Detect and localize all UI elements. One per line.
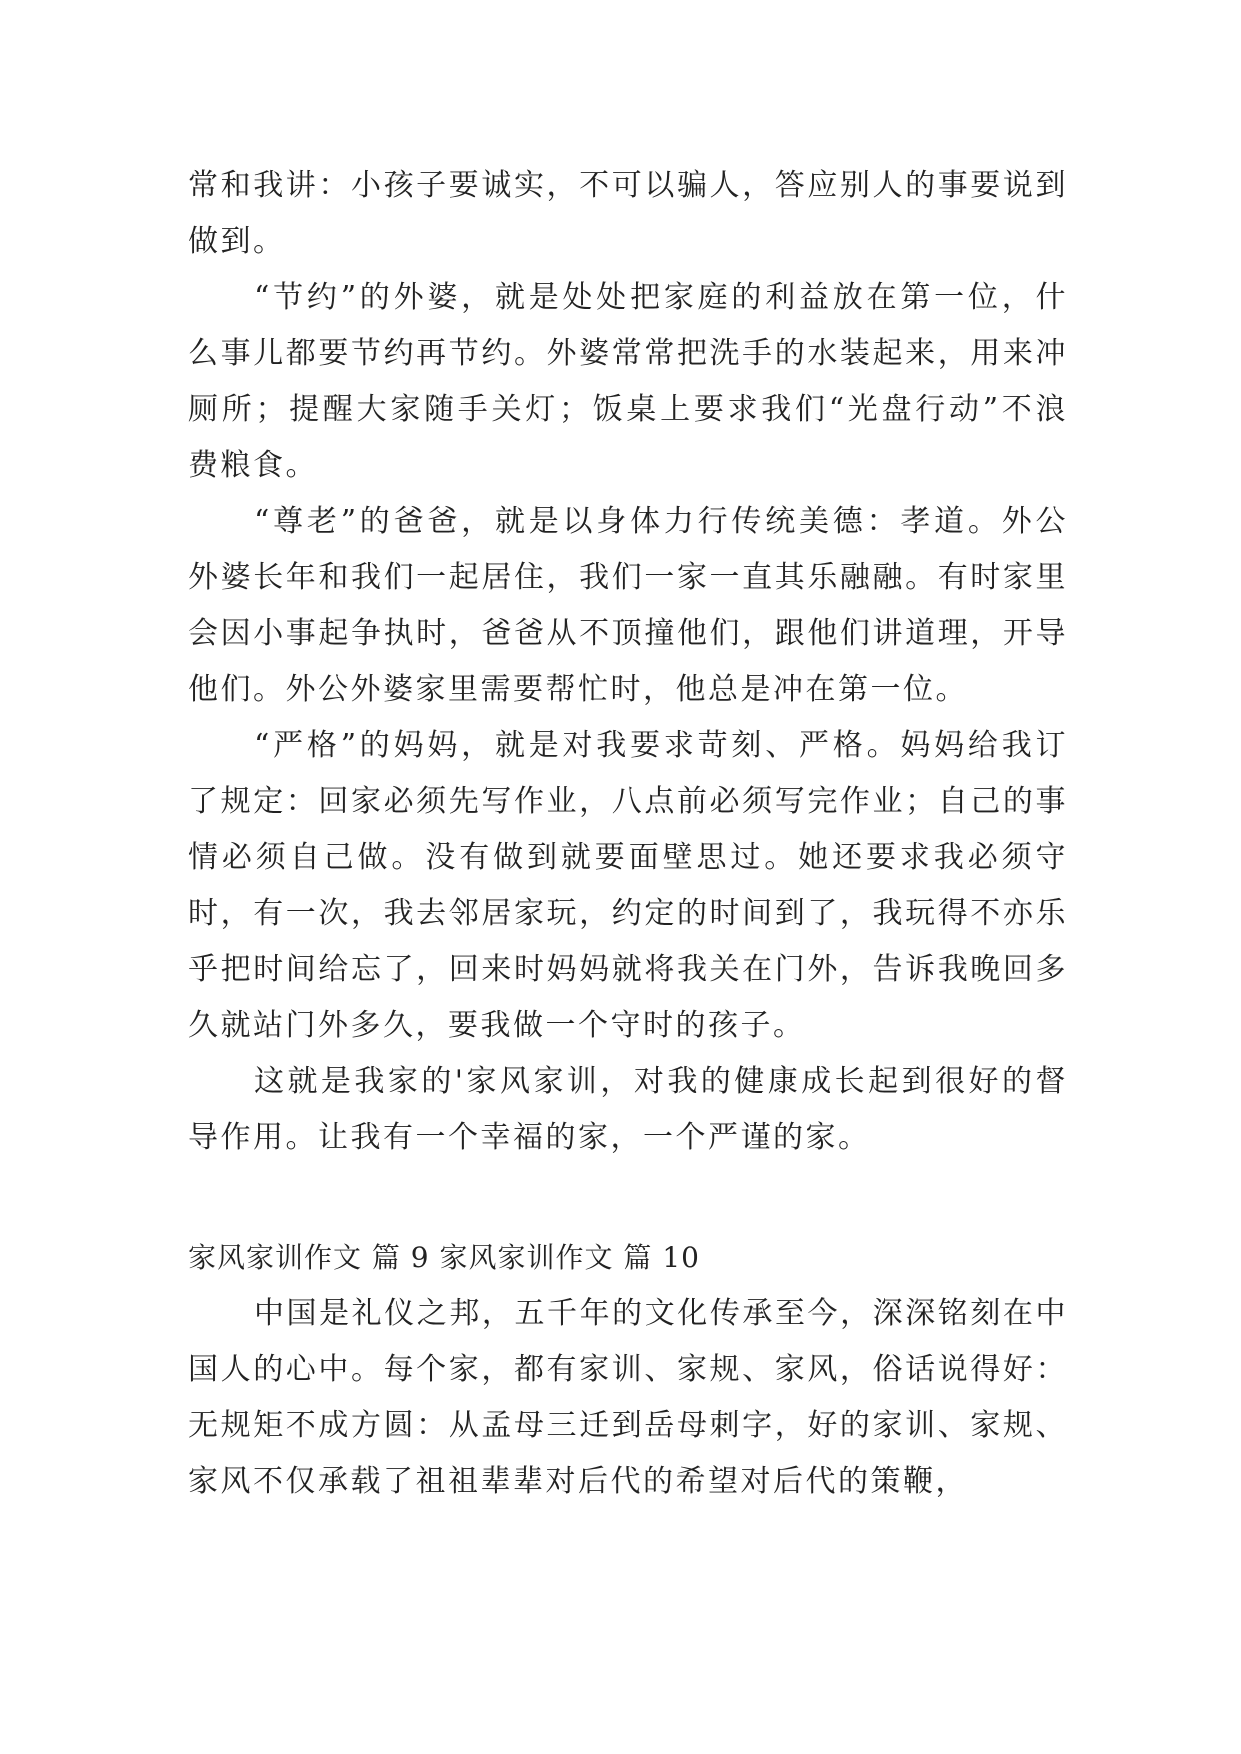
- paragraph-2: “节约”的外婆，就是处处把家庭的利益放在第一位，什么事儿都要节约再节约。外婆常常把洗手的水装起来，用来冲厕所；提醒大家随手关灯；饭桌上要求我们“光盘行动”不浪费粮食。: [188, 280, 1068, 483]
- document-body: [188, 158, 1068, 1510]
- section-heading: 家风家训作文 篇 9 家风家训作文 篇 10: [188, 1241, 700, 1274]
- paragraph-3: “尊老”的爸爸，就是以身体力行传统美德：孝道。外公外婆长年和我们一起居住，我们一家一直其乐融融。有时家里会因小事起争执时，爸爸从不顶撞他们，跟他们讲道理，开导他们。外公外婆家里需要帮忙时，他总是冲在第一位。: [188, 504, 1068, 707]
- paragraph-4: “严格”的妈妈，就是对我要求苛刻、严格。妈妈给我订了规定：回家必须先写作业，八点前必须写完作业；自己的事情必须自己做。没有做到就要面壁思过。她还要求我必须守时，有一次，我去邻居家玩，约定的时间到了，我玩得不亦乐乎把时间给忘了，回来时妈妈就将我关在门外，告诉我晚回多久就站门外多久，要我做一个守时的孩子。: [188, 728, 1068, 1043]
- paragraph-6: 中国是礼仪之邦，五千年的文化传承至今，深深铭刻在中国人的心中。每个家，都有家训、家规、家风，俗话说得好：无规矩不成方圆：从孟母三迁到岳母刺字，好的家训、家规、家风不仅承载了祖祖辈辈对后代的希望对后代的策鞭，: [188, 1296, 1068, 1499]
- paragraph-1: 常和我讲：小孩子要诚实，不可以骗人，答应别人的事要说到做到。: [188, 168, 1068, 259]
- paragraph-5: 这就是我家的'家风家训，对我的健康成长起到很好的督导作用。让我有一个幸福的家，一个严谨的家。: [188, 1064, 1068, 1155]
